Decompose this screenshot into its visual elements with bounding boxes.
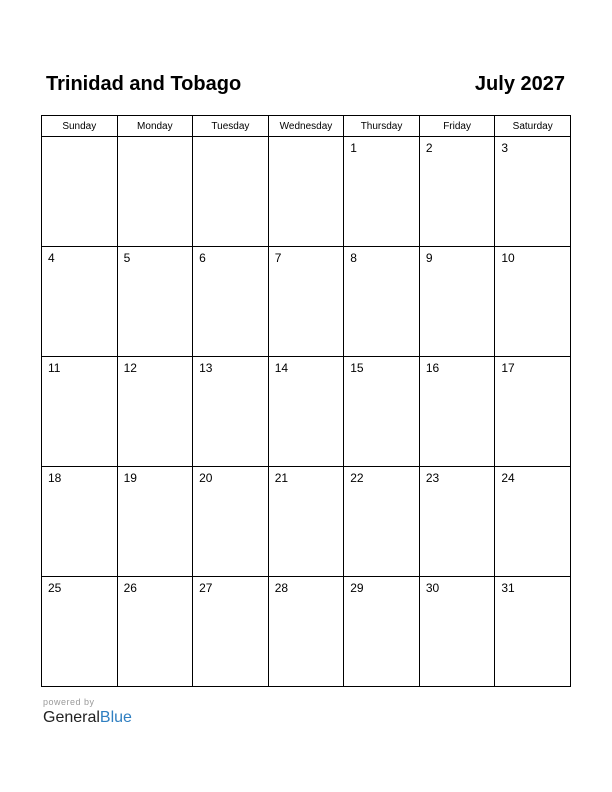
footer-branding bbox=[43, 697, 132, 728]
day-cell bbox=[117, 467, 193, 577]
country-title: Trinidad and Tobago bbox=[46, 73, 242, 95]
day-number: 29 bbox=[350, 581, 364, 595]
weekday-monday: Monday bbox=[117, 116, 193, 137]
day-number: 13 bbox=[199, 361, 213, 375]
day-cell bbox=[268, 357, 344, 467]
day-number: 4 bbox=[48, 251, 55, 265]
day-number: 6 bbox=[199, 251, 206, 265]
day-cell bbox=[495, 467, 571, 577]
day-cell bbox=[344, 577, 420, 687]
day-number: 3 bbox=[501, 141, 509, 155]
day-cell bbox=[495, 357, 571, 467]
day-cell bbox=[495, 577, 571, 687]
day-cell bbox=[419, 357, 495, 467]
day-cell bbox=[193, 577, 269, 687]
generalblue-logo bbox=[43, 708, 132, 728]
calendar-grid bbox=[41, 115, 571, 687]
day-number: 2 bbox=[425, 141, 433, 155]
day-cell bbox=[42, 577, 118, 687]
day-cell bbox=[42, 467, 118, 577]
day-number: 9 bbox=[425, 251, 433, 265]
day-cell bbox=[42, 137, 118, 247]
day-cell bbox=[344, 467, 420, 577]
day-number: 20 bbox=[199, 471, 213, 485]
day-cell bbox=[193, 137, 269, 247]
week-row-3 bbox=[42, 357, 571, 467]
weekday-thursday: Thursday bbox=[344, 116, 420, 137]
day-number: 24 bbox=[501, 471, 515, 485]
day-cell bbox=[419, 577, 495, 687]
powered-by-text: powered by bbox=[43, 697, 95, 707]
day-cell bbox=[268, 577, 344, 687]
day-number: 1 bbox=[350, 141, 357, 155]
day-cell bbox=[344, 137, 420, 247]
day-number: 28 bbox=[274, 581, 289, 595]
day-cell bbox=[419, 247, 495, 357]
weekday-wednesday: Wednesday bbox=[268, 116, 344, 137]
weekday-sunday: Sunday bbox=[42, 116, 118, 137]
week-row-1 bbox=[42, 137, 571, 247]
day-cell bbox=[268, 467, 344, 577]
day-number: 27 bbox=[199, 581, 213, 595]
day-number: 17 bbox=[501, 361, 515, 375]
day-number: 21 bbox=[274, 471, 289, 485]
day-number: 15 bbox=[350, 361, 364, 375]
day-number: 12 bbox=[123, 361, 137, 375]
day-number: 11 bbox=[48, 361, 61, 375]
day-cell bbox=[344, 247, 420, 357]
day-cell bbox=[495, 247, 571, 357]
day-number: 22 bbox=[350, 471, 364, 485]
day-cell bbox=[42, 247, 118, 357]
day-cell bbox=[344, 357, 420, 467]
week-row-2 bbox=[42, 247, 571, 357]
day-number bbox=[42, 137, 117, 141]
day-number: 14 bbox=[274, 361, 289, 375]
day-cell bbox=[268, 137, 344, 247]
weekday-header-row bbox=[42, 116, 571, 137]
weekday-saturday: Saturday bbox=[495, 116, 571, 137]
day-cell bbox=[193, 467, 269, 577]
week-row-5 bbox=[42, 577, 571, 687]
day-number: 26 bbox=[123, 581, 137, 595]
day-cell bbox=[117, 247, 193, 357]
day-number bbox=[269, 137, 344, 141]
day-cell bbox=[419, 467, 495, 577]
weekday-tuesday: Tuesday bbox=[193, 116, 269, 137]
day-number: 10 bbox=[501, 251, 515, 265]
day-cell bbox=[117, 137, 193, 247]
week-row-4 bbox=[42, 467, 571, 577]
day-number: 19 bbox=[123, 471, 137, 485]
day-cell bbox=[268, 247, 344, 357]
day-number bbox=[193, 137, 268, 141]
day-number: 7 bbox=[274, 251, 282, 265]
day-number: 18 bbox=[48, 471, 62, 485]
day-cell bbox=[117, 577, 193, 687]
day-number: 30 bbox=[425, 581, 440, 595]
day-number: 8 bbox=[350, 251, 357, 265]
brand-blue: Blue bbox=[99, 709, 132, 726]
day-cell bbox=[419, 137, 495, 247]
day-number: 25 bbox=[48, 581, 62, 595]
day-number: 31 bbox=[501, 581, 515, 595]
day-number bbox=[118, 137, 193, 141]
weekday-friday: Friday bbox=[419, 116, 495, 137]
day-number: 5 bbox=[123, 251, 131, 265]
day-cell bbox=[495, 137, 571, 247]
day-number: 16 bbox=[425, 361, 440, 375]
day-cell bbox=[193, 357, 269, 467]
day-number: 23 bbox=[425, 471, 440, 485]
brand-general: General bbox=[43, 709, 100, 726]
month-year-title: July 2027 bbox=[474, 73, 565, 95]
day-cell bbox=[193, 247, 269, 357]
day-cell bbox=[42, 357, 118, 467]
day-cell bbox=[117, 357, 193, 467]
